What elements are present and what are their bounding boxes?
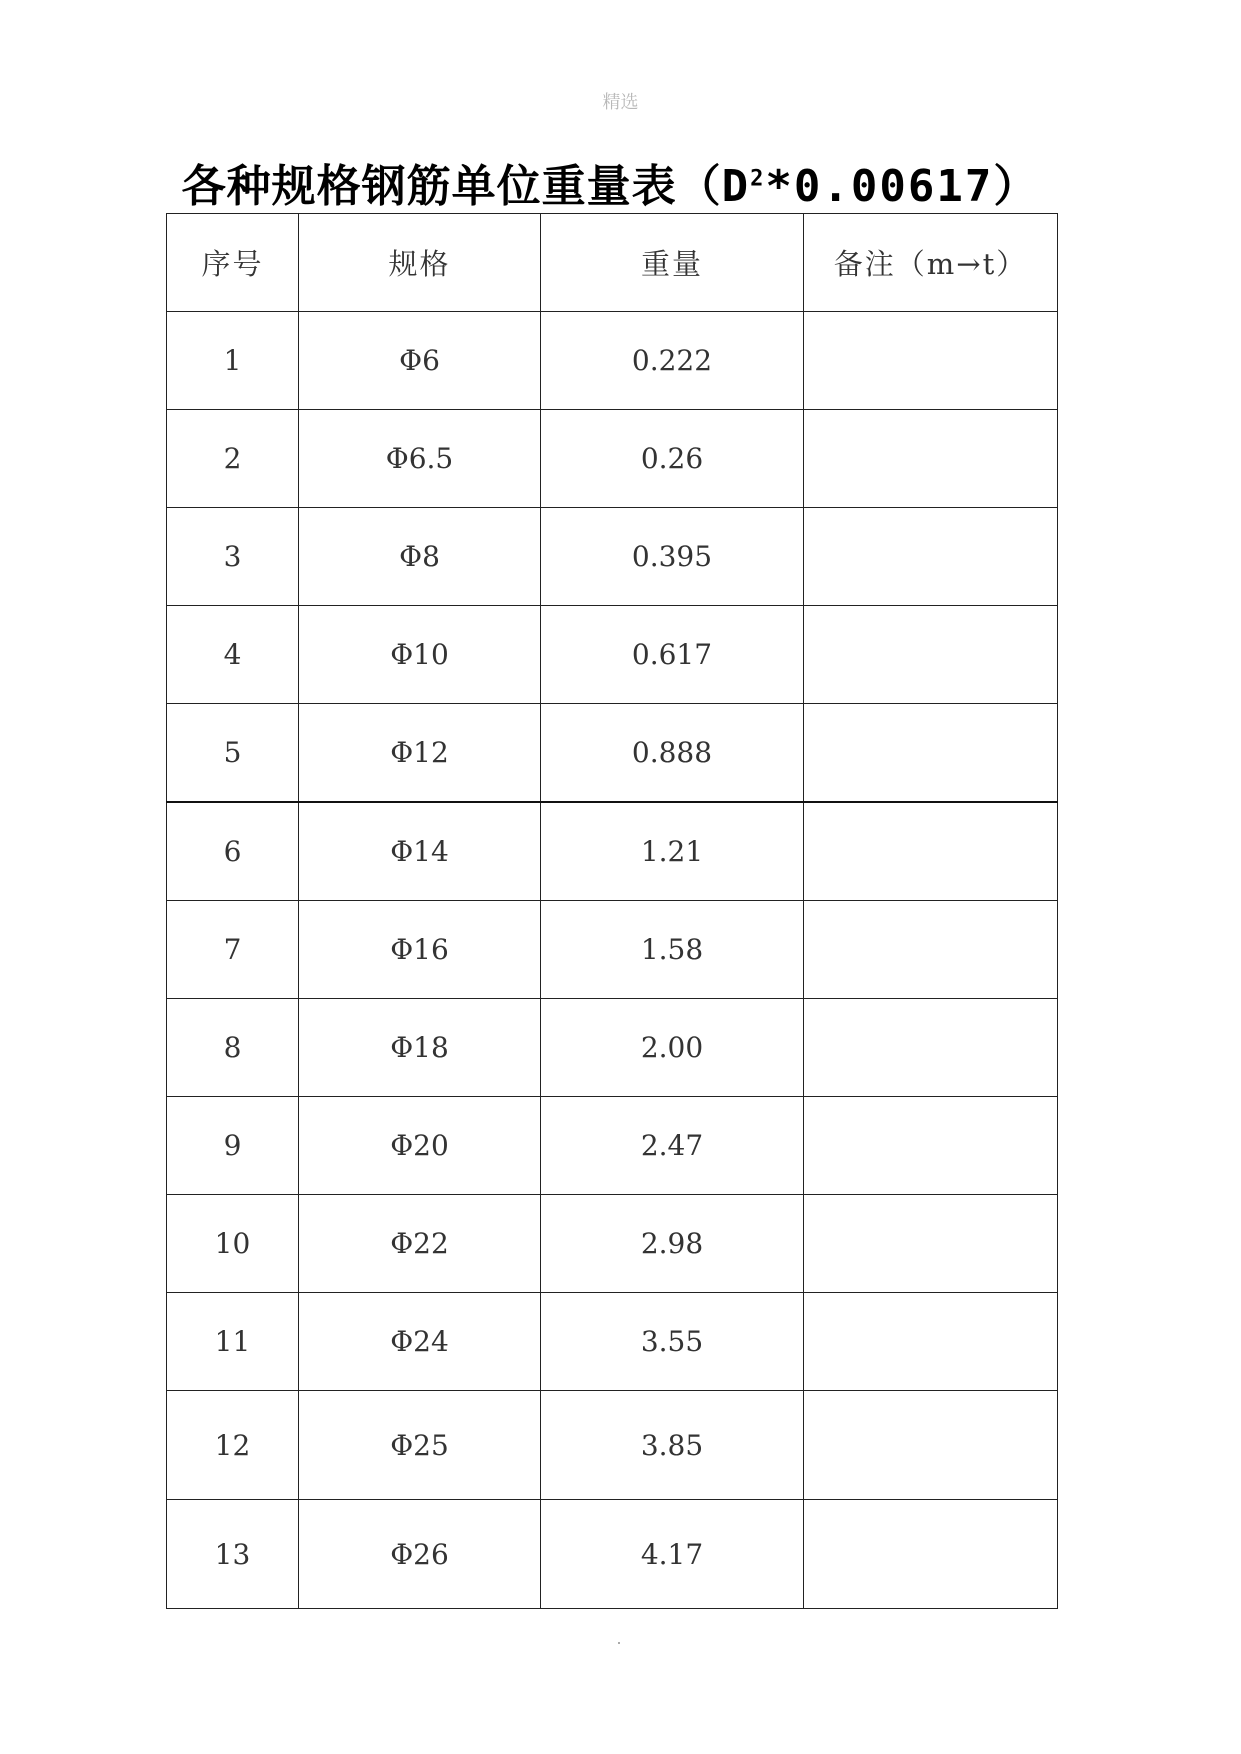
table-row [167,1293,1058,1391]
table-row [167,999,1058,1097]
cell-weight: 0.395 [541,508,804,606]
table-row [167,606,1058,704]
table-row [167,1195,1058,1293]
header-serial-no: 序号 [167,214,299,312]
table-row [167,410,1058,508]
cell-remark [804,999,1058,1097]
cell-specification: Φ14 [299,802,541,901]
cell-specification: Φ25 [299,1391,541,1500]
table-row [167,704,1058,803]
cell-specification: Φ18 [299,999,541,1097]
cell-serial-no: 8 [167,999,299,1097]
cell-weight: 2.47 [541,1097,804,1195]
cell-serial-no: 3 [167,508,299,606]
cell-remark [804,410,1058,508]
cell-weight: 0.888 [541,704,804,803]
cell-specification: Φ8 [299,508,541,606]
cell-remark [804,1097,1058,1195]
cell-weight: 4.17 [541,1500,804,1609]
table-row [167,1500,1058,1609]
header-weight: 重量 [541,214,804,312]
cell-serial-no: 6 [167,802,299,901]
cell-weight: 3.55 [541,1293,804,1391]
cell-remark [804,1391,1058,1500]
cell-remark [804,606,1058,704]
cell-serial-no: 9 [167,1097,299,1195]
cell-remark [804,1500,1058,1609]
cell-weight: 2.00 [541,999,804,1097]
table-row [167,901,1058,999]
formula-exponent: 2 [750,166,766,192]
cell-remark [804,1293,1058,1391]
title-formula [722,161,994,212]
cell-remark [804,312,1058,410]
table-row [167,1391,1058,1500]
table-header-row [167,214,1058,312]
cell-serial-no: 1 [167,312,299,410]
cell-remark [804,1195,1058,1293]
cell-weight: 2.98 [541,1195,804,1293]
cell-serial-no: 10 [167,1195,299,1293]
cell-serial-no: 5 [167,704,299,803]
table-row [167,508,1058,606]
footer-dot [618,1642,620,1644]
cell-remark [804,508,1058,606]
header-remark: 备注（m→t） [804,214,1058,312]
cell-serial-no: 7 [167,901,299,999]
cell-serial-no: 11 [167,1293,299,1391]
cell-specification: Φ24 [299,1293,541,1391]
cell-serial-no: 12 [167,1391,299,1500]
cell-specification: Φ20 [299,1097,541,1195]
table-row [167,802,1058,901]
cell-serial-no: 13 [167,1500,299,1609]
title-main: 各种规格钢筋单位重量表（ [181,161,722,212]
cell-specification: Φ22 [299,1195,541,1293]
cell-weight: 1.21 [541,802,804,901]
cell-specification: Φ10 [299,606,541,704]
rebar-weight-table [166,213,1058,1609]
cell-weight: 1.58 [541,901,804,999]
cell-specification: Φ12 [299,704,541,803]
cell-weight: 0.26 [541,410,804,508]
table-row [167,1097,1058,1195]
cell-remark [804,901,1058,999]
watermark-text: 精选 [602,92,639,113]
cell-specification: Φ26 [299,1500,541,1609]
cell-specification: Φ6 [299,312,541,410]
cell-specification: Φ16 [299,901,541,999]
cell-specification: Φ6.5 [299,410,541,508]
table-row [167,312,1058,410]
page-title [150,150,1070,214]
header-specification: 规格 [299,214,541,312]
cell-serial-no: 4 [167,606,299,704]
formula-rest: *0.00617 [765,161,994,212]
cell-weight: 0.617 [541,606,804,704]
title-close: ） [993,161,1039,212]
cell-remark [804,802,1058,901]
cell-remark [804,704,1058,803]
cell-weight: 0.222 [541,312,804,410]
cell-serial-no: 2 [167,410,299,508]
formula-base: D [721,161,751,212]
cell-weight: 3.85 [541,1391,804,1500]
